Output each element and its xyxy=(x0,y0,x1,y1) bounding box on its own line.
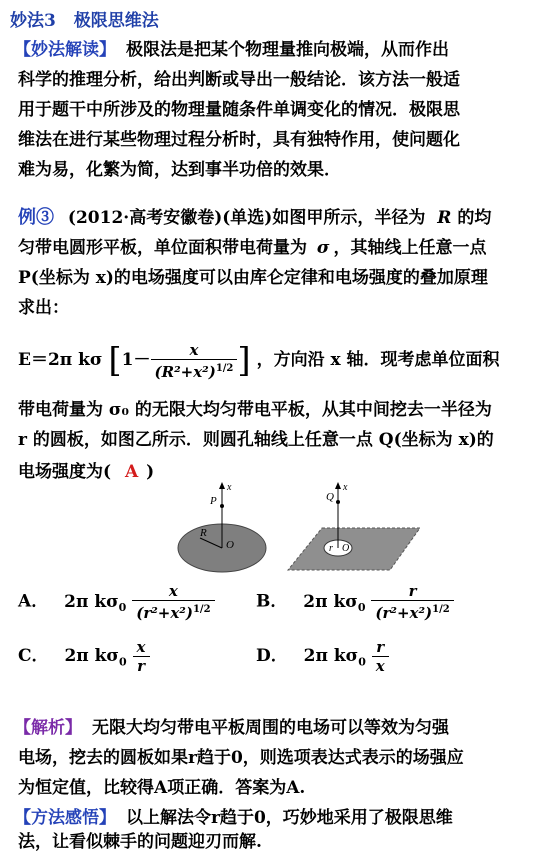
intro-line-4: 维法在进行某些物理过程分析时，具有独特作用，使问题化 xyxy=(18,130,460,150)
example-formula: E＝2π kσ [1－ $\frac{x}{(R^2+x^2)^{1/2}}$ ] ，方向沿 x 轴．现考虑单位面积 xyxy=(18,340,500,381)
intro-line-5: 难为易，化繁为简，达到事半功倍的效果． xyxy=(18,160,341,180)
figure-diagram xyxy=(170,478,430,588)
example-line-8: 电场强度为( A ) xyxy=(18,462,155,482)
analysis-tag: 【解析】 xyxy=(14,718,82,738)
label-R: R xyxy=(200,527,207,539)
label-right-O: O xyxy=(342,543,350,554)
analysis-line-1: 【解析】 无限大均匀带电平板周围的电场可以等效为匀强 xyxy=(14,718,449,738)
analysis-line-2: 电场，挖去的圆板如果r趋于0，则选项表达式表示的场强应 xyxy=(18,748,464,768)
option-A[interactable]: A． 2π $k\sigma_0$ $\frac{x}{(r^2+x^2)^{1/2}}$ xyxy=(18,582,215,622)
example-line-6: 带电荷量为 σ₀ 的无限大均匀带电平板，从其中间挖去一半径为 xyxy=(18,400,492,420)
label-Q: Q xyxy=(326,491,334,503)
section-name: 极限思维法 xyxy=(73,11,159,31)
option-C[interactable]: C． 2π $k\sigma_0$ $\frac{x}{r}$ xyxy=(18,638,150,675)
infinite-plate xyxy=(288,528,420,570)
label-left-x: x xyxy=(227,482,232,493)
label-right-x: x xyxy=(343,482,348,493)
reflection-tag: 【方法感悟】 xyxy=(14,808,116,828)
intro-tag: 【妙法解读】 xyxy=(14,40,116,60)
reflection-line-2: 法，让看似棘手的问题迎刃而解. xyxy=(18,832,262,852)
intro-line-2: 科学的推理分析，给出判断或导出一般结论．该方法一般适 xyxy=(18,70,460,90)
reflection-line-1: 【方法感悟】 以上解法令r趋于0，巧妙地采用了极限思维 xyxy=(14,808,453,828)
option-B[interactable]: B． 2π $k\sigma_0$ $\frac{r}{(r^2+x^2)^{1/2}}$ xyxy=(256,582,454,622)
label-P: P xyxy=(210,495,217,507)
label-r: r xyxy=(329,543,333,554)
example-line-3: P(坐标为 x)的电场强度可以由库仑定律和电场强度的叠加原理 xyxy=(18,268,488,288)
analysis-line-3: 为恒定值，比较得A项正确．答案为A. xyxy=(18,778,306,798)
section-title xyxy=(10,6,159,31)
left-axis-arrow-icon xyxy=(219,482,225,489)
example-line-7: r 的圆板，如图乙所示．则圆孔轴线上任意一点 Q(坐标为 x)的 xyxy=(18,430,494,450)
section-number: 妙法3 xyxy=(10,11,56,31)
example-line-1: 例③ (2012·高考安徽卷)(单选)如图甲所示，半径为 R 的均 xyxy=(18,207,492,228)
example-line-4: 求出： xyxy=(18,298,69,318)
point-Q xyxy=(336,500,340,504)
formula-fraction: $\frac{x}{(R^2+x^2)^{1/2}}$ xyxy=(151,341,238,381)
example-line-2: 匀带电圆形平板，单位面积带电荷量为 σ ，其轴线上任意一点 xyxy=(18,238,487,258)
example-label: 例③ xyxy=(18,207,54,228)
right-axis-arrow-icon xyxy=(335,482,341,489)
label-left-O: O xyxy=(226,539,234,551)
answer-mark: A xyxy=(124,462,139,482)
intro-line-1: 【妙法解读】 极限法是把某个物理量推向极端，从而作出 xyxy=(14,40,449,60)
option-D[interactable]: D． 2π $k\sigma_0$ $\frac{r}{x}$ xyxy=(256,638,389,675)
intro-line-3: 用于题干中所涉及的物理量随条件单调变化的情况．极限思 xyxy=(18,100,460,120)
point-P xyxy=(220,504,224,508)
